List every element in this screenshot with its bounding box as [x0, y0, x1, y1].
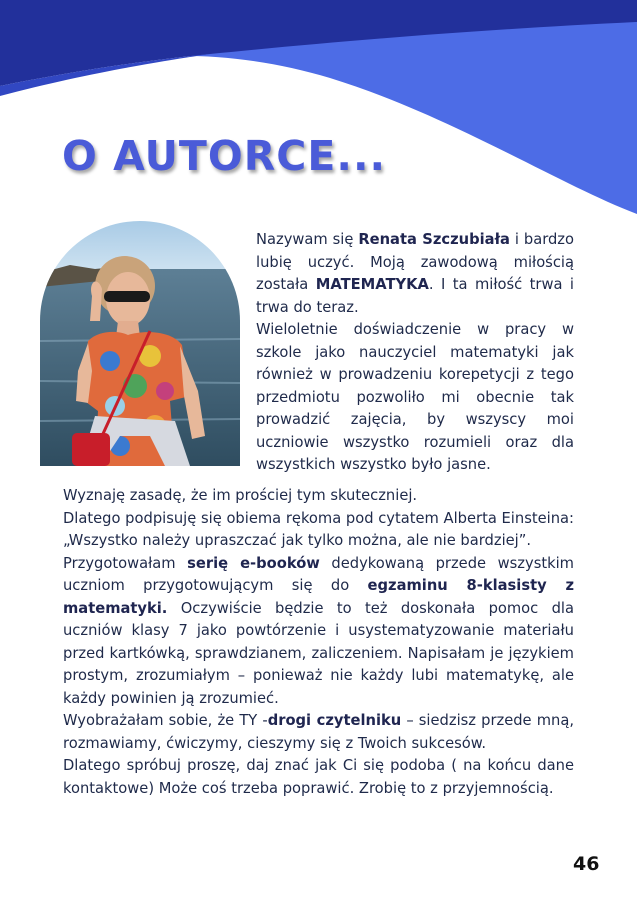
body-paragraph-2: Dlatego podpisuję się obiema rękoma pod cytatem Alberta Einsteina: „Wszystko należy upraszczać jak tylko można, ale nie bardziej”.: [63, 509, 574, 549]
intro-paragraph-2: Wieloletnie doświadczenie w pracy w szkole jako nauczyciel matematyki jak również w prowadzeniu korepetycji z tego przedmiotu pozwoliło mi obecnie tak prowadzić zajęcia, by wszyscy moi uczniowie wszystko rozumieli oraz dla wszystkich wszystko było jasne.: [256, 321, 574, 473]
author-photo: [40, 221, 240, 466]
red-bag: [72, 433, 110, 466]
sunglasses: [104, 291, 150, 302]
body-paragraph-3: Przygotowałam serię e-booków dedykowaną przede wszystkim uczniom przygotowującym się do egzaminu 8-klasisty z matematyki. Oczywiście będzie to też doskonała pomoc dla uczniów klasy 7 jako powtórzenie i usystematyzowanie materiału przed kartkówką, sprawdzianem, zaliczeniem. Napisałam je językiem prostym, zrozumiałym – ponieważ nie każdy lubi matematykę, ale każdy powinien ją zrozumieć.: [63, 554, 575, 707]
reader-emphasis: drogi czytelniku: [267, 712, 402, 729]
body-paragraph-1: Wyznaję zasadę, że im prościej tym skuteczniej.: [63, 487, 418, 504]
body-paragraph-5: Dlatego spróbuj proszę, daj znać jak Ci się podoba ( na końcu dane kontaktowe) Może coś trzeba poprawić. Zrobię to z przyjemnością.: [63, 757, 574, 797]
header-wave-decoration: [0, 0, 637, 230]
ebook-series-emphasis: serię e-booków: [187, 554, 320, 572]
author-name: Renata Szczubiała: [358, 231, 510, 248]
intro-text: [256, 229, 574, 477]
subject-name: MATEMATYKA: [315, 276, 429, 293]
raised-hand: [90, 282, 102, 321]
body-paragraph-4: Wyobrażałam sobie, że TY -drogi czytelniku – siedzisz przede mną, rozmawiamy, ćwiczymy, cieszymy się z Twoich sukcesów.: [63, 712, 574, 752]
body-text: [63, 485, 574, 800]
intro-paragraph-1: Nazywam się Renata Szczubiała i bardzo lubię uczyć. Moją zawodową miłością została MATEMATYKA. I ta miłość trwa i trwa do teraz.: [256, 231, 574, 316]
page-number: 46: [573, 853, 600, 875]
exam-emphasis: egzaminu 8-klasisty z matematyki.: [63, 577, 575, 617]
page-title: O AUTORCE...: [62, 132, 387, 180]
